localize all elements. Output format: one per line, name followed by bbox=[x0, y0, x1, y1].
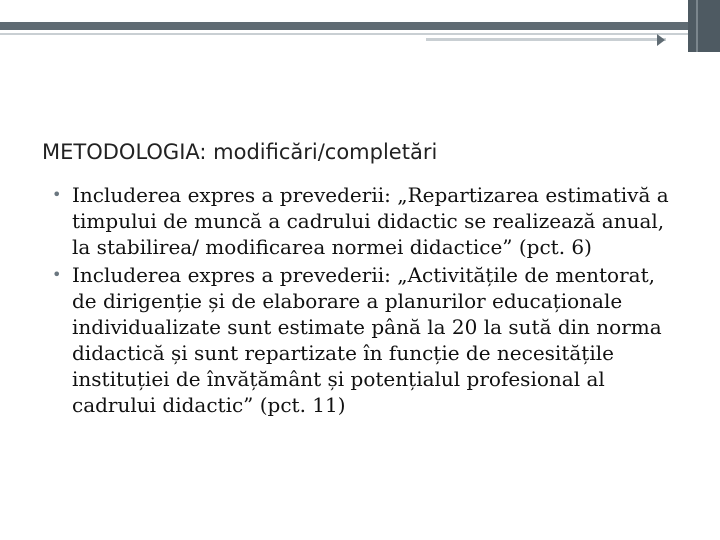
tab-accent bbox=[426, 38, 666, 41]
bullet-text-1: Includerea expres a prevederii: „Repartizarea estimativă a timpului de muncă a cadrului didactic se realizează anual, la stabilirea/ modificarea normei didactice” (pct. 6) bbox=[72, 183, 669, 259]
bullet-text-2: Includerea expres a prevederii: „Activitățile de mentorat, de dirigenție și de elaborare a planurilor educaționale individualizate sunt estimate până la 20 la sută din norma didactică și sunt repartizate în funcție de necesitățile instituției de învățământ și potențialul profesional al cadrului didactic” (pct. 11) bbox=[72, 263, 662, 417]
corner-panel bbox=[688, 0, 720, 52]
corner-stripe bbox=[696, 0, 698, 52]
top-band bbox=[0, 0, 720, 22]
bullet-icon: • bbox=[52, 185, 62, 204]
bullet-icon: • bbox=[52, 265, 62, 284]
header-band bbox=[0, 22, 720, 30]
bullet-item-1 bbox=[44, 182, 684, 260]
bullet-item-2 bbox=[44, 262, 684, 418]
slide-title: METODOLOGIA: modificări/completări bbox=[42, 140, 438, 164]
slide-content bbox=[44, 182, 684, 418]
tab-triangle-icon bbox=[657, 34, 665, 46]
header-line bbox=[0, 33, 720, 35]
